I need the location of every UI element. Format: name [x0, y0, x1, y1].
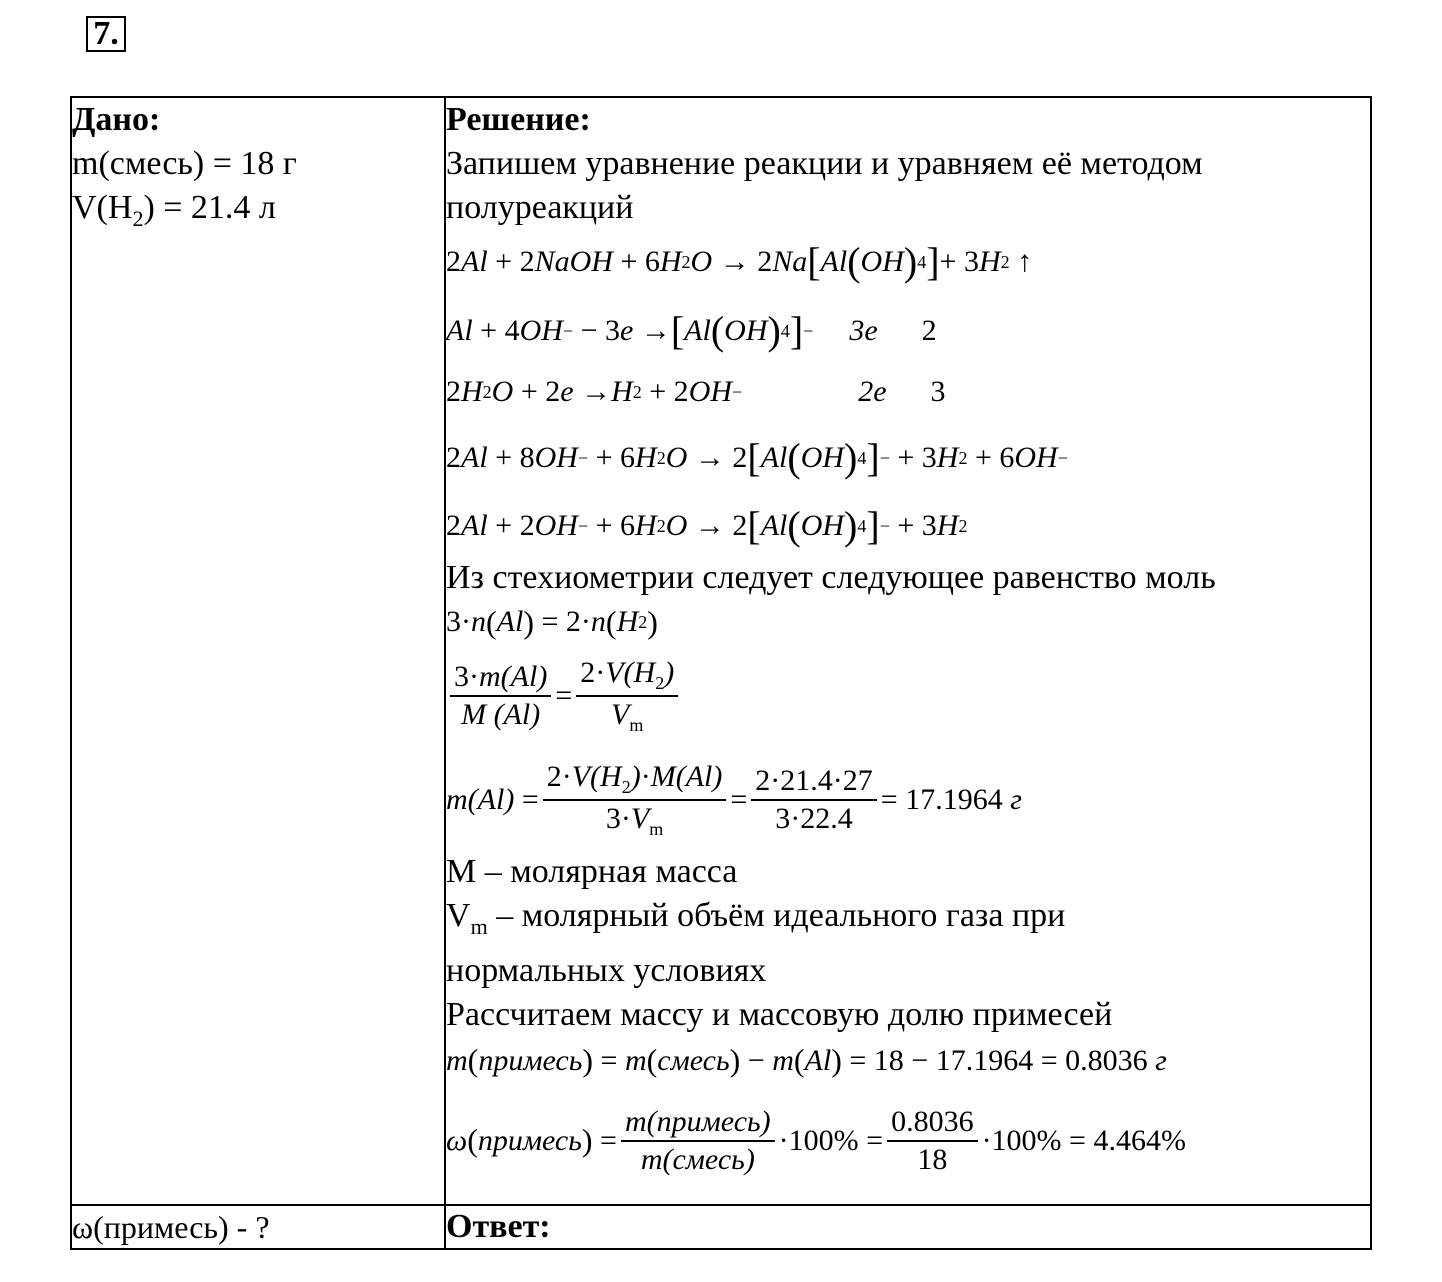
answer-heading: Ответ: — [445, 1205, 1371, 1249]
definition-molar-volume: $V_m$ – молярный объём идеального газа при нормальных условиях — [446, 897, 1066, 989]
problem-number: 7. — [86, 16, 126, 52]
mass-al-calculation: m(Al) = $\frac{2\cdot V(H_2)\cdot M(Al)}{3\cdot V_m}$ = $\frac{2\cdot 21.4\cdot 27}{3\cdot 22.4}$ = 17.1964 г — [446, 760, 1022, 839]
solution-cell — [445, 97, 1371, 1205]
half-reaction-oxidation: Al + 4 OH − − 3 e → [ Al ( OH ) 4 ] − 3e 2 — [446, 308, 937, 353]
mass-volume-ratio: $\frac{3\cdot m(Al)}{M (Al)}$ = $\frac{2\cdot V(H_2)}{V_m}$ — [446, 648, 1370, 744]
find-cell: ω(примесь) - ? — [71, 1205, 445, 1249]
impurity-text: Рассчитаем массу и массовую долю примесей — [446, 995, 1113, 1033]
mole-ratio-equation: 3· n ( Al ) = 2· n ( H 2 ) — [446, 603, 658, 640]
given-heading: Дано: — [72, 101, 161, 138]
summed-ionic-equation: 2 Al + 8 OH − + 6 H 2 O → 2 [ Al ( OH ) 4 ] − + 3 H 2 + 6 OH − — [446, 435, 1068, 480]
solution-table — [70, 96, 1372, 1250]
reaction-equation: 2 Al + 2 NaOH + 6 H 2 O → 2 Na [ Al ( OH ) 4 ] + 3 H 2 ↑ — [446, 239, 1033, 284]
impurity-fraction-calculation: ω ( примесь ) = $\frac{\text{m(примесь)}}{\text{m(смесь)}}$ ·100% = $\frac{0.8036}{18}$ ·100% = 4.464% — [446, 1104, 1186, 1176]
definition-molar-mass: M – молярная масса — [446, 853, 738, 890]
impurity-mass-calculation: m ( примесь ) = m ( смесь ) − m ( Al ) = 18 − 17.1964 = 0.8036 г — [446, 1042, 1167, 1079]
solution-heading: Решение: — [446, 101, 591, 138]
solution-intro: Запишем уравнение реакции и уравняем её методом полуреакций — [446, 145, 1203, 226]
given-mass: m(смесь) = 18 г — [72, 145, 297, 182]
reduced-ionic-equation: 2 Al + 2 OH − + 6 H 2 O → 2 [ Al ( OH ) 4 ] − + 3 H 2 — [446, 503, 968, 548]
stoichiometry-text: Из стехиометрии следует следующее равенство моль — [446, 559, 1216, 596]
given-volume: $V(H_2) = 21.4$ л — [72, 189, 276, 231]
given-cell — [71, 97, 445, 1205]
half-reaction-reduction: 2 H 2 O + 2 e → H 2 + 2 OH − 2e 3 — [446, 375, 946, 408]
